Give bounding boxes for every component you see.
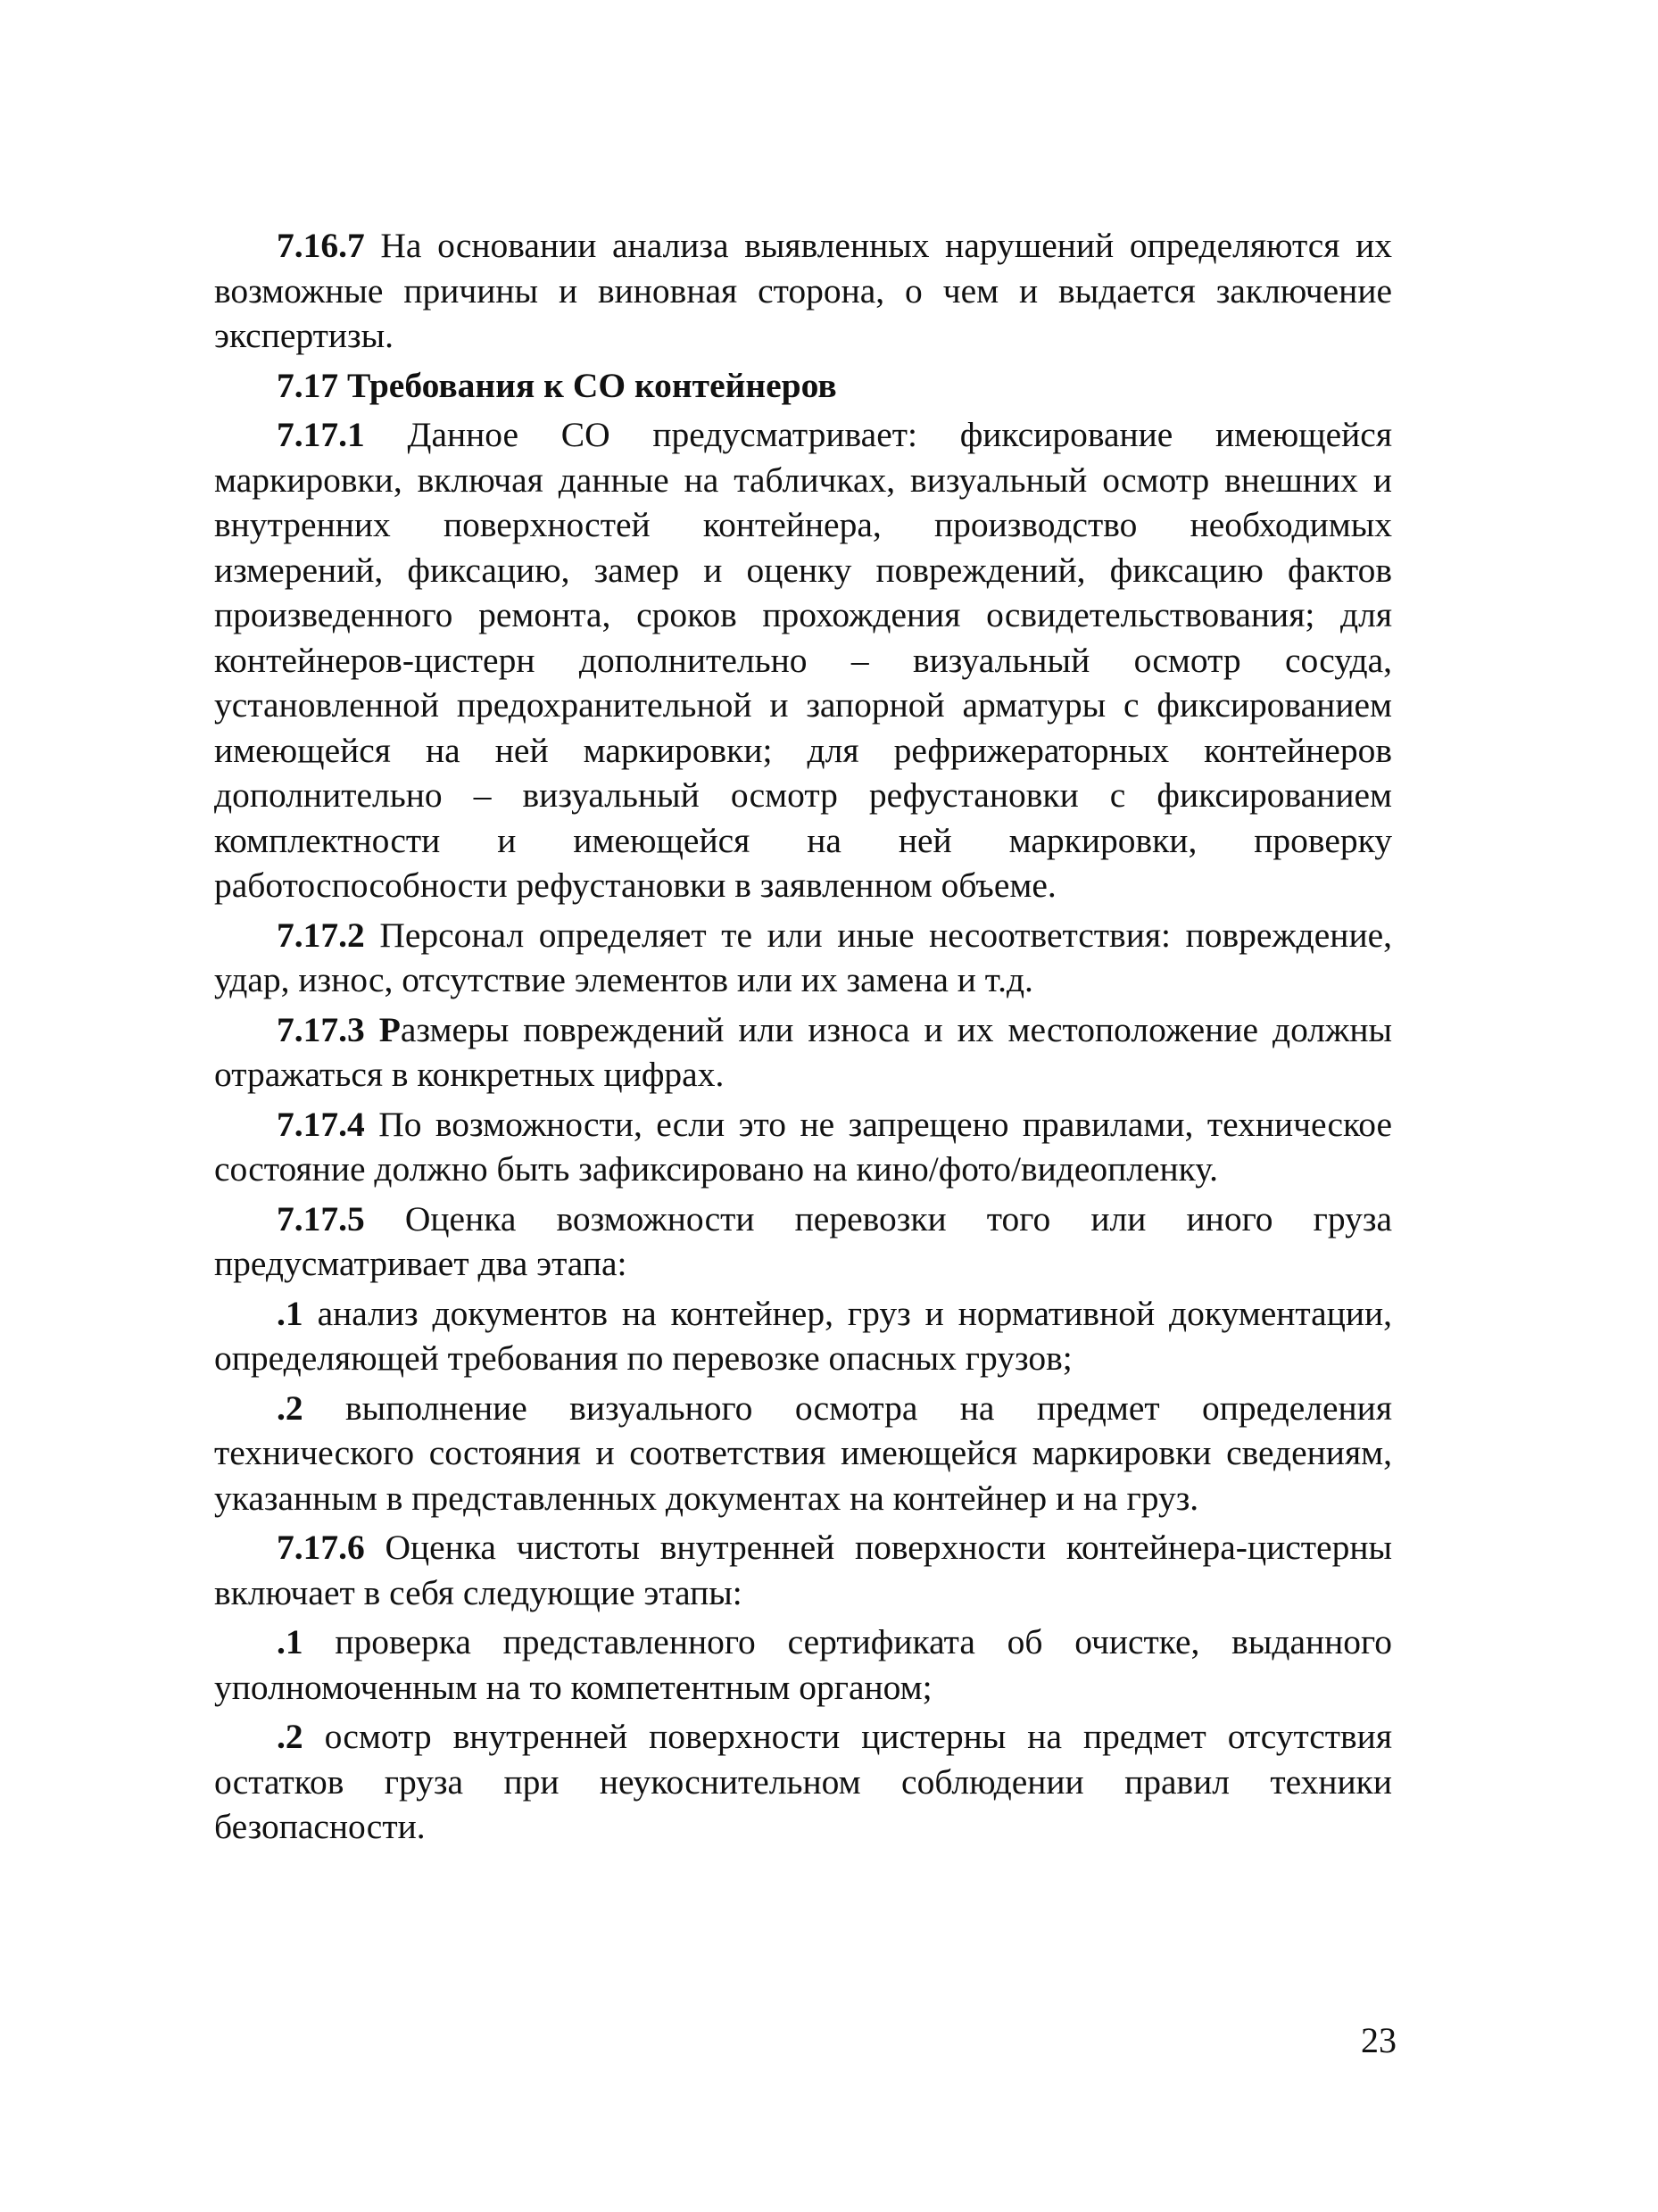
list-item-text: осмотр внутренней поверхности цистерны на предмет отсутствия остатков груза при неукоснительном соблюдении правил техники безопасности. (214, 1717, 1392, 1846)
paragraph-7-16-7 (214, 223, 1392, 359)
clause-number: 7.16.7 (277, 226, 365, 265)
list-item-text: выполнение визуального осмотра на предмет определения технического состояния и соответствия имеющейся маркировки сведениям, указанным в представленных документах на контейнер и на груз. (214, 1388, 1392, 1518)
list-item-7-17-5-2 (214, 1386, 1392, 1521)
document-body (214, 223, 1392, 1854)
paragraph-text: На основании анализа выявленных нарушений определяются их возможные причины и виновная сторона, о чем и выдается заключение экспертизы. (214, 226, 1392, 355)
list-number: .1 (277, 1293, 303, 1333)
list-number: .2 (277, 1388, 303, 1428)
paragraph-text: Персонал определяет те или иные несоответствия: повреждение, удар, износ, отсутствие элементов или их замена и т.д. (214, 915, 1392, 999)
paragraph-7-17-4 (214, 1102, 1392, 1192)
clause-number: 7.17.5 (277, 1198, 365, 1239)
clause-number: 7.17.6 (277, 1528, 365, 1567)
page-number: 23 (1361, 2020, 1397, 2060)
section-heading-7-17: 7.17 Требования к СО контейнеров (277, 365, 837, 405)
paragraph-7-17-6 (214, 1525, 1392, 1615)
clause-number: 7.17.2 (277, 915, 365, 955)
list-number: .2 (277, 1717, 303, 1756)
paragraph-7-17-3 (214, 1007, 1392, 1098)
clause-number: 7.17.3 Р (277, 1009, 401, 1049)
list-item-7-17-5-1 (214, 1291, 1392, 1381)
paragraph-text: Оценка чистоты внутренней поверхности контейнера-цистерны включает в себя следующие этапы: (214, 1528, 1392, 1612)
list-item-text: проверка представленного сертификата об очистке, выданного уполномоченным на то компетентным органом; (214, 1622, 1392, 1707)
paragraph-text: По возможности, если это не запрещено правилами, техническое состояние должно быть зафиксировано на кино/фото/видеопленку. (214, 1104, 1392, 1189)
paragraph-7-17-1 (214, 412, 1392, 908)
paragraph-text: Данное СО предусматривает: фиксирование имеющейся маркировки, включая данные на табличках, визуальный осмотр внешних и внутренних поверхностей контейнера, производство необходимых измерений, фиксацию, замер и оценку повреждений, фиксацию фактов произведенного ремонта, сроков прохождения освидетельствования; для контейнеров-цистерн дополнительно – визуальный осмотр сосуда, установленной предохранительной и запорной арматуры с фиксированием имеющейся на ней маркировки; для рефрижераторных контейнеров дополнительно – визуальный осмотр рефустановки с фиксированием комплектности и имеющейся на ней маркировки, проверку работоспособности рефустановки в заявленном объеме. (214, 415, 1392, 905)
paragraph-7-17-2 (214, 913, 1392, 1003)
list-item-text: анализ документов на контейнер, груз и нормативной документации, определяющей требования по перевозке опасных грузов; (214, 1293, 1392, 1378)
list-number: .1 (277, 1622, 303, 1661)
clause-number: 7.17.4 (277, 1104, 365, 1144)
list-item-7-17-6-2 (214, 1714, 1392, 1850)
clause-number: 7.17.1 (277, 415, 365, 454)
paragraph-7-17-5 (214, 1197, 1392, 1287)
paragraph-text: Оценка возможности перевозки того или иного груза предусматривает два этапа: (214, 1198, 1392, 1283)
paragraph-text: азмеры повреждений или износа и их местоположение должны отражаться в конкретных цифрах. (214, 1009, 1392, 1094)
list-item-7-17-6-1 (214, 1620, 1392, 1710)
